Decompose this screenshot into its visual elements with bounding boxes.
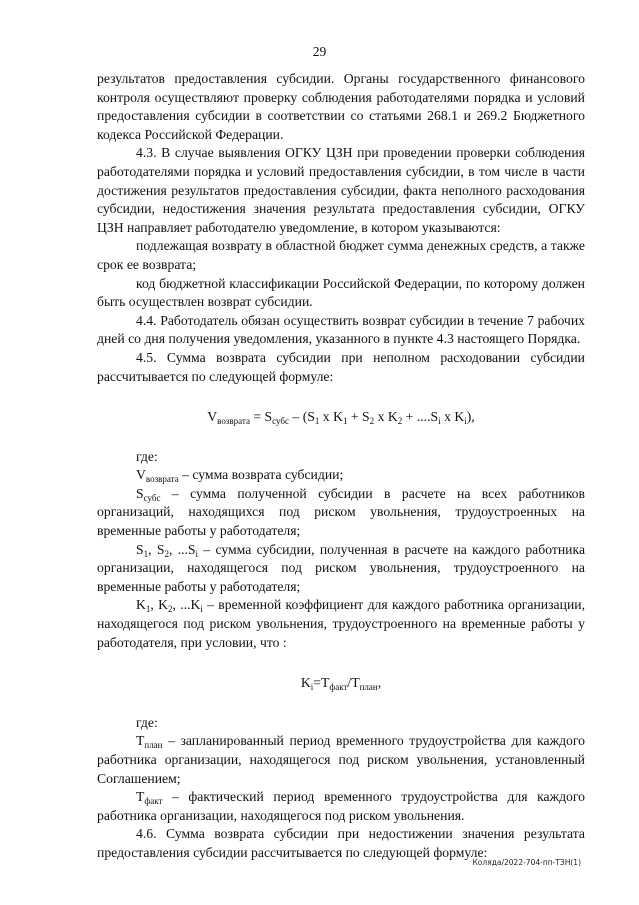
definition-t-fact: $T_{факт}$ – фактический период временного трудоустройства для каждого работника организации, находящегося под риском увольнения. <box>97 789 585 823</box>
paragraph-4-3: 4.3. В случае выявления ОГКУ ЦЗН при проведении проверки соблюдения работодателями порядка и условий предоставления субсидии, в том числе в части достижения результатов предоставления субсидии, факта неполного расходования субсидии, недостижения значения результата предоставления субсидии, ОГКУ ЦЗН направляет работодателю уведомление, в котором указываются: <box>97 145 585 235</box>
document-body <box>97 70 585 863</box>
definition-v-return: $V_{возврата}$ – сумма возврата субсидии; <box>136 467 344 485</box>
paragraph-return-amount: подлежащая возврату в областной бюджет сумма денежных средств, а также срок ее возврата; <box>97 238 585 272</box>
definition-t-plan: $T_{план}$ – запланированный период временного трудоустройства для каждого работника организации, находящегося под риском увольнения, установленный Соглашением; <box>97 733 585 786</box>
page-number: 29 <box>312 44 327 59</box>
where-label-1: где: <box>136 448 158 464</box>
paragraph-4-5: 4.5. Сумма возврата субсидии при неполном расходовании субсидии рассчитывается по следующей формуле: <box>97 349 585 384</box>
paragraph-4-4: 4.4. Работодатель обязан осуществить возврат субсидии в течение 7 рабочих дней со дня получения уведомления, указанного в пункте 4.3 настоящего Порядка. <box>97 312 585 347</box>
where-label-2: где: <box>136 714 158 730</box>
formula-return-amount: $V_{возврата} = S_{субс} - (S_1$ х $K_1 + S_2$ х $K_2 + ....S_i$ х $K_i$), <box>207 409 475 427</box>
definition-k-i: $K_1$, $K_2$, $...K_i$ – временной коэффициент для каждого работника организации, находящегося под риском увольнения, трудоустроенного на временные работы у работодателя, при условии, что : <box>97 597 586 650</box>
document-footer-code: Коляда/2022-704-пп-ТЗН(1) <box>472 858 581 867</box>
paragraph-4-6: 4.6. Сумма возврата субсидии при недостижении значения результата предоставления субсидии рассчитывается по следующей формуле: <box>97 826 585 860</box>
paragraph-continuation: результатов предоставления субсидии. Органы государственного финансового контроля осуществляют проверку соблюдения работодателями порядка и условий предоставления субсидии в соответствии со статьями 268.1 и 269.2 Бюджетного кодекса Российской Федерации. <box>97 71 585 142</box>
formula-time-coefficient: $K_i=T_{факт}/T_{план}$, <box>300 675 382 693</box>
definition-s-subsidy: $S_{субс}$ – сумма полученной субсидии в расчете на всех работников организаций, находящихся под риском увольнения, трудоустроенных на временные работы у работодателя; <box>97 485 585 539</box>
paragraph-budget-code: код бюджетной классификации Российской Федерации, по которому должен быть осуществлен возврат субсидии. <box>97 275 585 310</box>
definition-s-i: $S_1$, $S_2$, $...S_i$ – сумма субсидии, полученная в расчете на каждого работника организации, находящегося под риском увольнения, трудоустроенного на временные работы у работодателя; <box>97 541 586 594</box>
